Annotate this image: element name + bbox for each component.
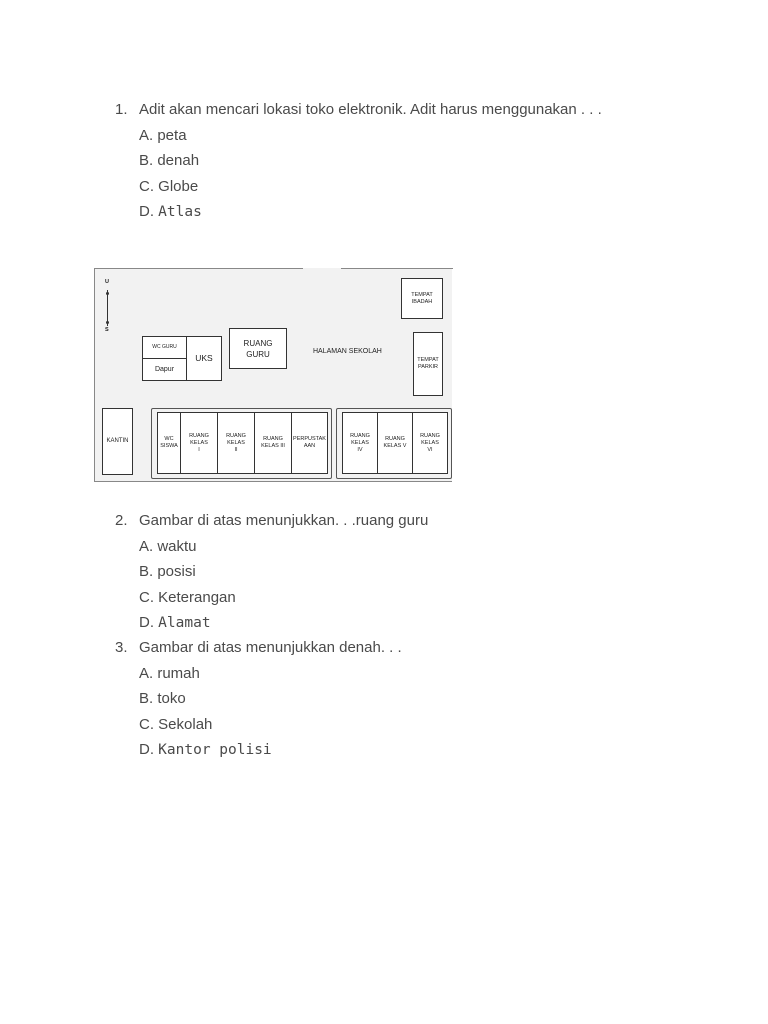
room-uks: UKS bbox=[186, 336, 222, 381]
room-dapur: Dapur bbox=[142, 358, 187, 381]
option-b: B. posisi bbox=[139, 563, 196, 580]
option-d bbox=[139, 610, 211, 637]
room-ruang-guru: RUANG GURU bbox=[229, 328, 287, 369]
option-d bbox=[139, 737, 272, 764]
question-number: 3. bbox=[115, 639, 128, 656]
room-ruang-kelas-2: RUANG KELAS II bbox=[217, 412, 255, 474]
room-wc-siswa: WC SISWA bbox=[157, 412, 181, 474]
compass-north-label: U bbox=[105, 279, 109, 285]
option-d-prefix: D. bbox=[139, 741, 154, 758]
option-a: A. waktu bbox=[139, 537, 197, 555]
question-number: 1. bbox=[115, 101, 128, 118]
room-tempat-parkir: TEMPAT PARKIR bbox=[413, 332, 443, 396]
option-d-text: Alamat bbox=[158, 615, 211, 631]
question-text: Gambar di atas menunjukkan denah. . . bbox=[139, 639, 402, 656]
room-ruang-kelas-6: RUANG KELAS VI bbox=[412, 412, 448, 474]
question-text: Gambar di atas menunjukkan. . .ruang guru bbox=[139, 512, 429, 529]
room-ruang-kelas-4: RUANG KELAS IV bbox=[342, 412, 378, 474]
option-d-prefix: D. bbox=[139, 203, 154, 220]
option-a: A. rumah bbox=[139, 664, 200, 682]
option-d-text: Kantor polisi bbox=[158, 742, 272, 758]
option-d-text: Atlas bbox=[158, 204, 202, 220]
room-ruang-kelas-1: RUANG KELAS I bbox=[180, 412, 218, 474]
room-perpustakaan: PERPUSTAK AAN bbox=[291, 412, 328, 474]
option-d-prefix: D. bbox=[139, 614, 154, 631]
school-floor-plan bbox=[94, 268, 452, 482]
option-c: C. Globe bbox=[139, 177, 199, 195]
top-border bbox=[341, 268, 453, 269]
option-c: C. Keterangan bbox=[139, 588, 236, 606]
option-c: C. Sekolah bbox=[139, 715, 213, 733]
option-a: A. peta bbox=[139, 126, 187, 144]
option-b: B. denah bbox=[139, 152, 200, 169]
room-tempat-ibadah: TEMPAT IBADAH bbox=[401, 278, 443, 319]
compass-dot bbox=[106, 321, 109, 324]
room-ruang-kelas-5: RUANG KELAS V bbox=[377, 412, 413, 474]
top-border bbox=[95, 268, 303, 269]
compass-south-label: S bbox=[105, 327, 109, 333]
question-text: Adit akan mencari lokasi toko elektronik. Adit harus menggunakan . . . bbox=[139, 101, 602, 118]
question-number: 2. bbox=[115, 512, 128, 529]
option-b: B. toko bbox=[139, 690, 186, 707]
room-wc-guru: WC GURU bbox=[142, 336, 187, 359]
option-d bbox=[139, 199, 202, 226]
halaman-sekolah-label: HALAMAN SEKOLAH bbox=[313, 348, 382, 355]
room-ruang-kelas-3: RUANG KELAS III bbox=[254, 412, 292, 474]
room-kantin: KANTIN bbox=[102, 408, 133, 475]
